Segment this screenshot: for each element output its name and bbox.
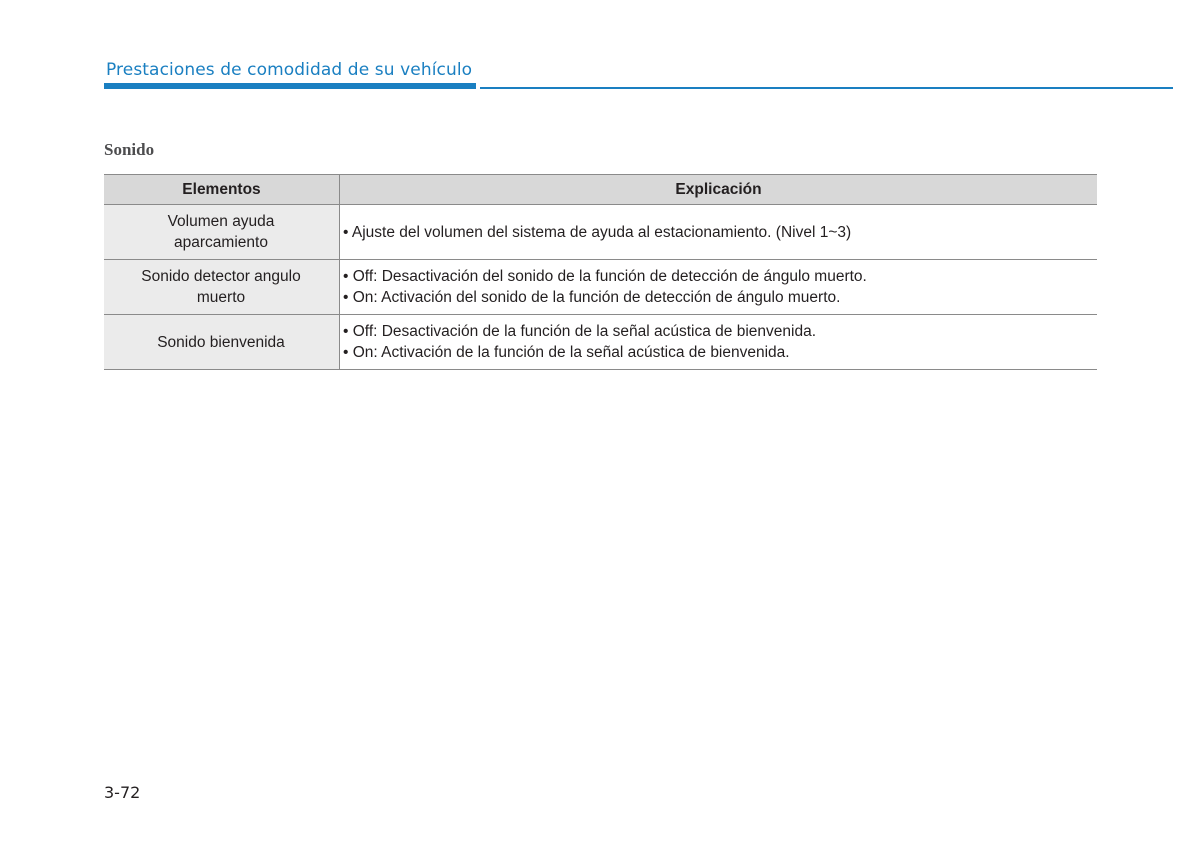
table-row xyxy=(104,315,1097,370)
column-header-elements: Elementos xyxy=(104,175,340,205)
element-cell xyxy=(104,260,340,315)
page-header xyxy=(104,58,1173,92)
element-label-line: aparcamiento xyxy=(174,234,268,251)
header-underline-thick xyxy=(104,83,476,89)
explanation-line: • On: Activación del sonido de la función de detección de ángulo muerto. xyxy=(343,289,841,306)
explanation-cell xyxy=(340,260,1098,315)
element-label-line: Volumen ayuda xyxy=(167,213,275,230)
explanation-line: • Off: Desactivación del sonido de la función de detección de ángulo muerto. xyxy=(343,268,867,285)
element-label-line: Sonido bienvenida xyxy=(157,333,285,351)
header-rule-thin xyxy=(480,87,1173,89)
table-row xyxy=(104,260,1097,315)
explanation-cell xyxy=(340,315,1098,370)
element-cell xyxy=(104,315,340,370)
explanation-line: • Off: Desactivación de la función de la señal acústica de bienvenida. xyxy=(343,323,817,340)
explanation-line: • On: Activación de la función de la señal acústica de bienvenida. xyxy=(343,344,790,361)
section-title: Sonido xyxy=(104,140,155,159)
sound-settings-table xyxy=(104,174,1097,370)
column-header-explanation: Explicación xyxy=(340,175,1098,205)
explanation-cell xyxy=(340,205,1098,260)
element-label-line: muerto xyxy=(196,289,246,306)
chapter-title: Prestaciones de comodidad de su vehículo xyxy=(106,60,473,80)
table-header-row xyxy=(104,175,1097,205)
element-cell xyxy=(104,205,340,260)
table-row xyxy=(104,205,1097,260)
page-number: 3-72 xyxy=(104,783,141,802)
explanation-line: • Ajuste del volumen del sistema de ayuda al estacionamiento. (Nivel 1~3) xyxy=(343,223,852,241)
element-label-line: Sonido detector angulo xyxy=(141,268,301,285)
